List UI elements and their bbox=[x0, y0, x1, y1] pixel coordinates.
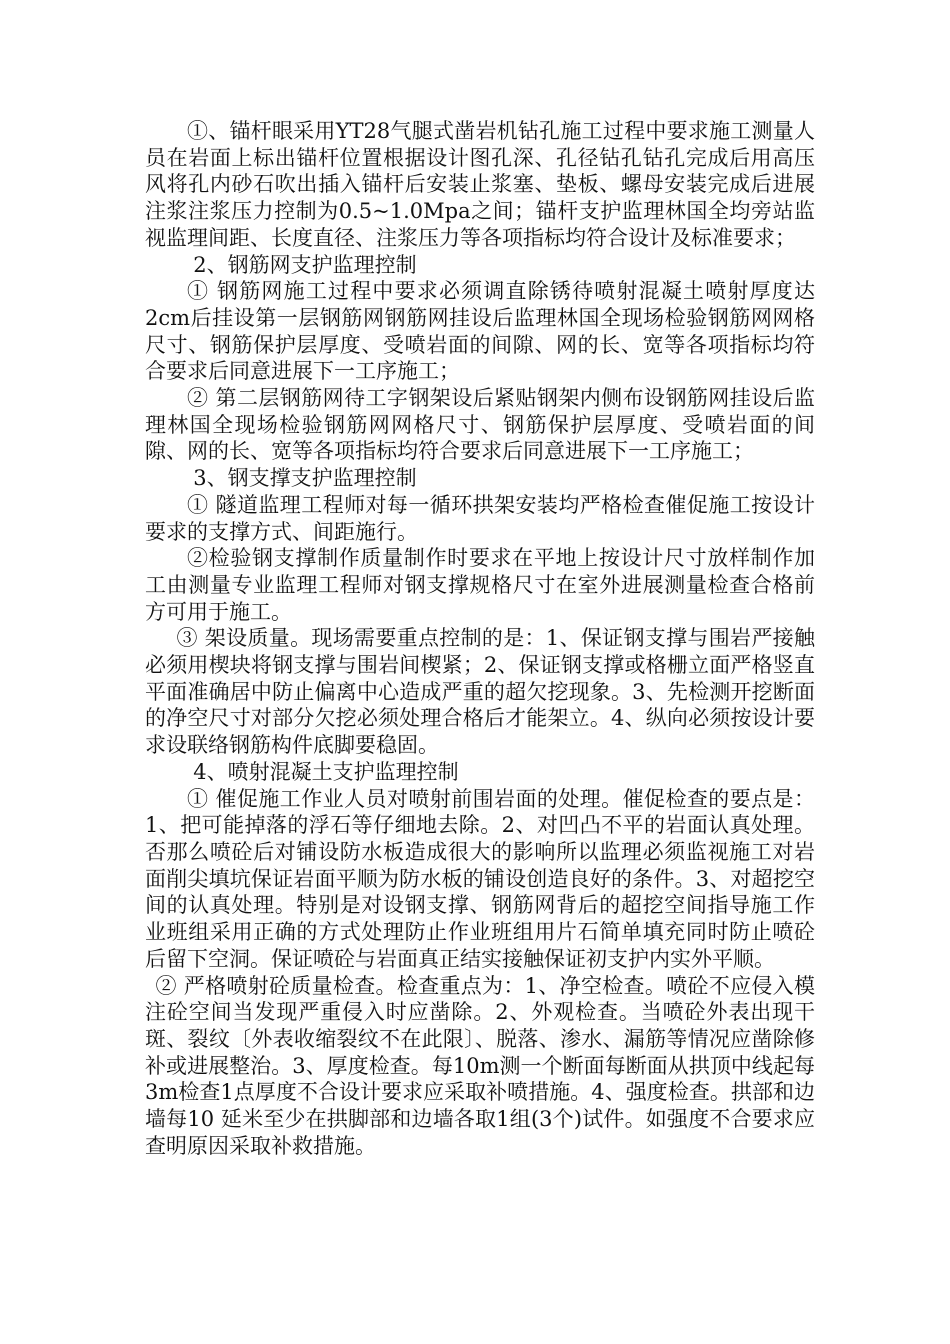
paragraph-anchor-bolt: ①、锚杆眼采用YT28气腿式凿岩机钻孔施工过程中要求施工测量人员在岩面上标出锚杆位置根据设计图孔深、孔径钻孔钻孔完成后用高压风将孔内砂石吹出插入锚杆后安装止浆塞、垫板、螺母安装完成后进展注浆注浆压力控制为0.5~1.0Mpa之间；锚杆支护监理林国全均旁站监视监理间距、长度直径、注浆压力等各项指标均符合设计及标准要求； bbox=[145, 119, 815, 250]
heading-shotcrete: 4、喷射混凝土支护监理控制 bbox=[193, 759, 459, 784]
paragraph-shotcrete-2: ② 严格喷射砼质量检查。检查重点为：1、净空检查。喷砼不应侵入模注砼空间当发现严重侵入时应凿除。2、外观检查。当喷砼外表出现干斑、裂纹〔外表收缩裂纹不在此限〕、脱落、渗水、漏筋等情况应凿除修补或进展整治。3、厚度检查。每10m测一个断面每断面从拱顶中线起每3m检查1点厚度不合设计要求应采取补喷措施。4、强度检查。拱部和边墙每10 延米至少在拱脚部和边墙各取1组(3个)试件。如强度不合要求应查明原因采取补救措施。 bbox=[145, 973, 815, 1158]
paragraph-steel-support-3: ③ 架设质量。现场需要重点控制的是：1、保证钢支撑与围岩严接触必须用楔块将钢支撑与围岩间楔紧；2、保证钢支撑或格栅立面严格竖直平面准确居中防止偏离中心造成严重的超欠挖现象。3、先检测开挖断面的净空尺寸对部分欠挖必须处理合格后才能架立。4、纵向必须按设计要求设联络钢筋构件底脚要稳固。 bbox=[145, 626, 815, 758]
paragraph-steel-support-1: ① 隧道监理工程师对每一循环拱架安装均严格检查催促施工按设计要求的支撑方式、间距施行。 bbox=[145, 492, 815, 544]
heading-steel-support: 3、钢支撑支护监理控制 bbox=[193, 466, 417, 491]
document-body bbox=[145, 118, 815, 1159]
heading-steel-mesh: 2、钢筋网支护监理控制 bbox=[193, 252, 417, 277]
paragraph-steel-support-2: ②检验钢支撑制作质量制作时要求在平地上按设计尺寸放样制作加工由测量专业监理工程师对钢支撑规格尺寸在室外进展测量检查合格前方可用于施工。 bbox=[145, 546, 815, 624]
paragraph-steel-mesh-2: ② 第二层钢筋网待工字钢架设后紧贴钢架内侧布设钢筋网挂设后监理林国全现场检验钢筋网网格尺寸、钢筋保护层厚度、受喷岩面的间隙、网的长、宽等各项指标均符合要求后同意进展下一工序施工； bbox=[145, 386, 815, 464]
paragraph-steel-mesh-1: ① 钢筋网施工过程中要求必须调直除锈待喷射混凝土喷射厚度达2cm后挂设第一层钢筋网钢筋网挂设后监理林国全现场检验钢筋网网格尺寸、钢筋保护层厚度、受喷岩面的间隙、网的长、宽等各项指标均符合要求后同意进展下一工序施工； bbox=[145, 279, 815, 384]
paragraph-shotcrete-1: ① 催促施工作业人员对喷射前围岩面的处理。催促检查的要点是：1、把可能掉落的浮石等仔细地去除。2、对凹凸不平的岩面认真处理。否那么喷砼后对铺设防水板造成很大的影响所以监理必须监视施工对岩面削尖填坑保证岩面平顺为防水板的铺设创造良好的条件。3、对超挖空间的认真处理。特别是对设钢支撑、钢筋网背后的超挖空间指导施工作业班组采用正确的方式处理防止作业班组用片石简单填充同时防止喷砼后留下空洞。保证喷砼与岩面真正结实接触保证初支护内实外平顺。 bbox=[145, 786, 815, 971]
